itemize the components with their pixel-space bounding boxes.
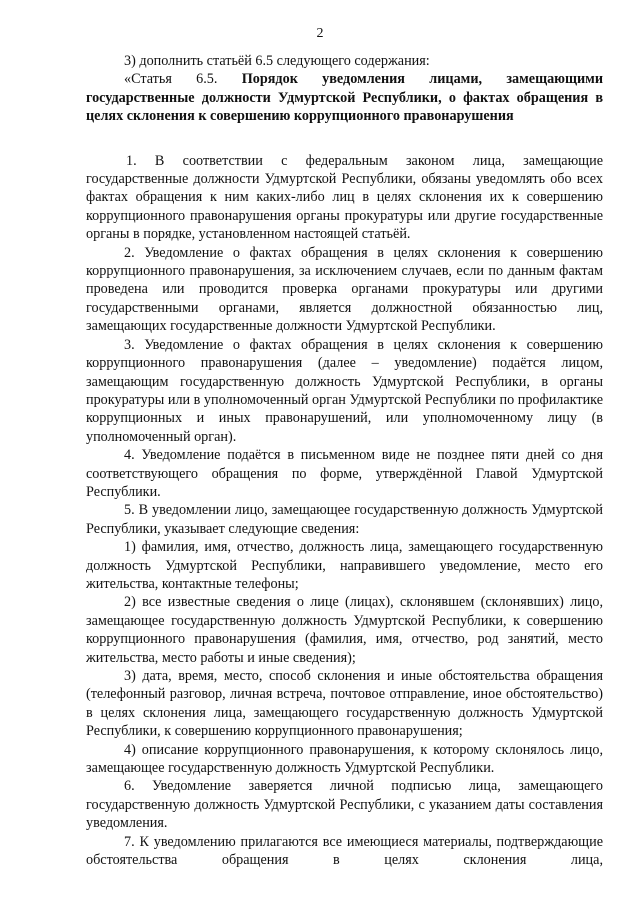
- intro-line: 3) дополнить статьёй 6.5 следующего содержания:: [124, 53, 430, 69]
- page-number: 2: [316, 26, 324, 41]
- paragraph-3: 3. Уведомление о фактах обращения в целях склонения к совершению коррупционного правонарушения (далее – уведомление) подаётся лицом, замещающим государственную должность Удмуртской Республики, в органы прокуратуры или в уполномоченный орган Удмуртской Республики по профилактике коррупционных и иных правонарушений, или уполномоченному лицу (в уполномоченный орган).: [86, 336, 604, 445]
- document-body: [86, 52, 603, 869]
- paragraph-7: 7. К уведомлению прилагаются все имеющиеся материалы, подтверждающие обстоятельства обращения в целях склонения лица,: [86, 833, 603, 869]
- article-number: «Статья 6.5.: [124, 71, 218, 88]
- list-item-3: 3) дата, время, место, способ склонения и иные обстоятельства обращения (телефонный разговор, личная встреча, почтовое отправление, иное обстоятельство) в целях склонения лица, замещающего государственную должность Удмуртской Республики, к совершению коррупционного правонарушения;: [86, 668, 603, 740]
- paragraph-5: 5. В уведомлении лицо, замещающее государственную должность Удмуртской Республики, указывает следующие сведения:: [86, 502, 603, 537]
- list-item-1: 1) фамилия, имя, отчество, должность лица, замещающего государственную должность Удмуртской Республики, направившего уведомление, место его жительства, контактные телефоны;: [86, 539, 603, 592]
- article-heading: [86, 70, 603, 125]
- paragraph-6: 6. Уведомление заверяется личной подписью лица, замещающего государственную должность Удмуртской Республики, с указанием даты составления уведомления.: [86, 778, 603, 832]
- paragraph-2: 2. Уведомление о фактах обращения в целях склонения к совершению коррупционного правонарушения, за исключением случаев, если по данным фактам проведена или проводится проверка органами прокуратуры или другими государственными органами, является должностной обязанностью лиц, замещающих государственные должности Удмуртской Республики.: [86, 244, 603, 335]
- list-item-2: 2) все известные сведения о лице (лицах), склонявшем (склонявших) лицо, замещающее государственную должность Удмуртской Республики, к совершению коррупционного правонарушения (фамилия, имя, отчество, род занятий, место жительства, место работы и иные сведения);: [86, 594, 603, 666]
- paragraph-4: 4. Уведомление подаётся в письменном виде не позднее пяти дней со дня соответствующего обращения по форме, утверждённой Главой Удмуртской Республики.: [86, 447, 603, 500]
- list-item-4: 4) описание коррупционного правонарушения, к которому склонялось лицо, замещающее государственную должность Удмуртской Республики.: [86, 741, 603, 777]
- article-title: Порядок уведомления лицами, замещающими государственные должности Удмуртской Республики, о фактах обращения в целях склонения к совершению коррупционного правонарушения: [86, 71, 603, 125]
- paragraph-1: 1. В соответствии с федеральным законом лица, замещающие государственные должности Удмуртской Республики, обязаны уведомлять обо всех фактах обращения к ним каких-либо лиц в целях склонения их к совершению коррупционного правонарушения органы прокуратуры или другие государственные органы в порядке, установленном настоящей статьёй.: [86, 152, 603, 243]
